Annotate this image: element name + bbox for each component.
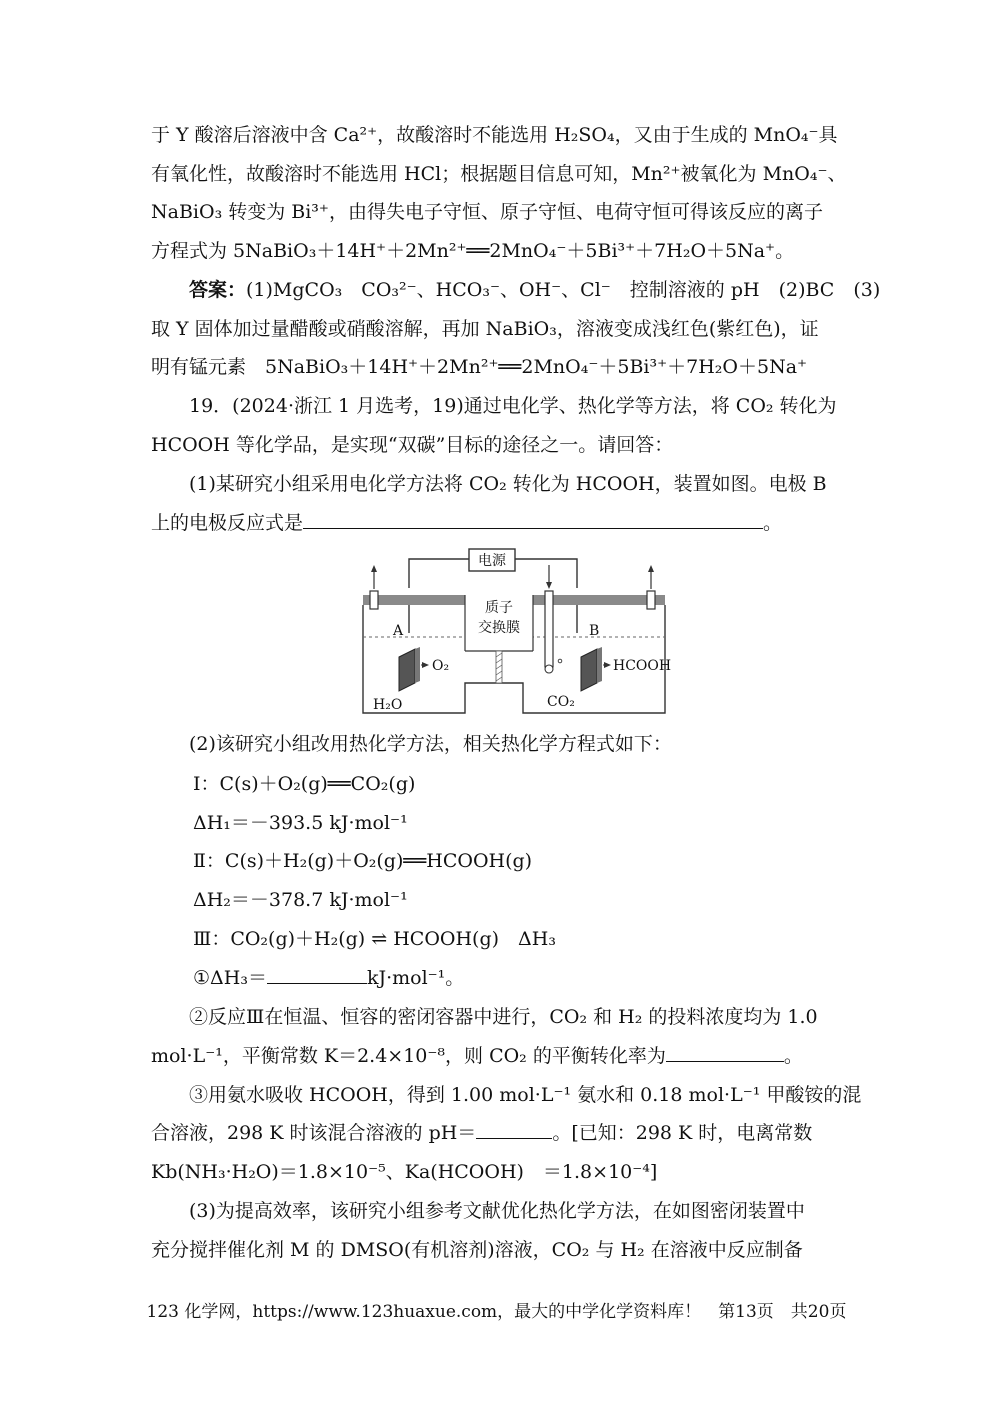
text-line: 方程式为 5NaBiO₃＋14H⁺＋2Mn²⁺══2MnO₄⁻＋5Bi³⁺＋7H₂O＋5Na⁺。 (151, 240, 795, 262)
hcooh-label: HCOOH (613, 658, 672, 674)
electrode-a (399, 649, 415, 691)
text-line: mol·L⁻¹，平衡常数 K＝2.4×10⁻⁸，则 CO₂ 的平衡转化率为 。 (151, 1045, 803, 1067)
punctuation: 。 (763, 512, 783, 534)
answer-label: 答案： (189, 279, 247, 301)
right-arrow-icon (604, 662, 611, 668)
right-arrow-icon (422, 662, 429, 668)
text-line: 有氧化性，故酸溶时不能选用 HCl；根据题目信息可知，Mn²⁺被氧化为 MnO₄⁻、 (151, 163, 847, 185)
enthalpy-2: ΔH₂＝－378.7 kJ·mol⁻¹ (193, 889, 408, 911)
membrane-label-2: 交换膜 (478, 620, 520, 636)
answer-blank[interactable] (476, 1120, 552, 1139)
question-19-line: 19．(2024·浙江 1 月选考，19)通过电化学、热化学等方法，将 CO₂ 转化为 (189, 395, 837, 417)
electrode-a-label: A (393, 623, 404, 639)
equation-3: Ⅲ：CO₂(g)＋H₂(g) ⇌ HCOOH(g) ΔH₃ (193, 928, 556, 950)
h2o-label: H₂O (373, 697, 403, 713)
answer-blank[interactable] (666, 1043, 784, 1062)
text-line: 明有锰元素 5NaBiO₃＋14H⁺＋2Mn²⁺══2MnO₄⁻＋5Bi³⁺＋7H₂O＋5Na⁺ (151, 356, 808, 378)
text-line: 于 Y 酸溶后溶液中含 Ca²⁺，故酸溶时不能选用 H₂SO₄，又由于生成的 MnO₄⁻具 (151, 124, 838, 146)
o2-label: O₂ (432, 658, 450, 674)
page-footer: 123 化学网，https://www.123huaxue.com，最大的中学化学资料库！ 第13页 共20页 (146, 1302, 847, 1322)
down-arrow-icon (546, 582, 552, 589)
co2-inlet-tube (545, 591, 553, 667)
question-3-1: ①ΔH₃＝ kJ·mol⁻¹。 (193, 967, 465, 989)
text-line: 充分搅拌催化剂 M 的 DMSO(有机溶剂)溶液，CO₂ 与 H₂ 在溶液中反应制备 (151, 1239, 803, 1261)
power-label: 电源 (478, 553, 506, 569)
electrode-b-label: B (589, 623, 600, 639)
text-line: 合溶液，298 K 时该混合溶液的 pH＝ 。[已知：298 K 时，电离常数 (151, 1122, 813, 1144)
electrolysis-diagram (355, 545, 675, 720)
text-line: Kb(NH₃·H₂O)＝1.8×10⁻⁵、Ka(HCOOH) ＝1.8×10⁻⁴] (151, 1161, 658, 1183)
text-line: ③用氨水吸收 HCOOH，得到 1.00 mol·L⁻¹ 氨水和 0.18 mol·L⁻¹ 甲酸铵的混 (189, 1084, 862, 1106)
co2-label: CO₂ (547, 694, 575, 710)
text-line: ②反应Ⅲ在恒温、恒容的密闭容器中进行，CO₂ 和 H₂ 的投料浓度均为 1.0 (189, 1006, 818, 1028)
enthalpy-1: ΔH₁＝－393.5 kJ·mol⁻¹ (193, 812, 408, 834)
question-text: 上的电极反应式是 (151, 512, 304, 534)
text-line: HCOOH 等化学品，是实现“双碳”目标的途径之一。请回答： (151, 434, 674, 456)
text-line (151, 510, 782, 536)
membrane-label-1: 质子 (485, 600, 513, 616)
equation-2: Ⅱ：C(s)＋H₂(g)＋O₂(g)══HCOOH(g) (193, 850, 533, 872)
electrode-b (581, 649, 597, 691)
text-line: (1)某研究小组采用电化学方法将 CO₂ 转化为 HCOOH，装置如图。电极 B (189, 473, 827, 495)
answer-text: (1)MgCO₃ CO₃²⁻、HCO₃⁻、OH⁻、Cl⁻ 控制溶液的 pH (2)BC (3) (246, 279, 881, 301)
answer-line (189, 277, 880, 303)
answer-blank[interactable] (303, 510, 763, 529)
equation-1: Ⅰ：C(s)＋O₂(g)══CO₂(g) (193, 773, 416, 795)
answer-blank[interactable] (267, 965, 367, 984)
up-arrow-icon (371, 565, 377, 572)
text-line: (3)为提高效率，该研究小组参考文献优化热化学方法，在如图密闭装置中 (189, 1200, 805, 1222)
up-arrow-icon (648, 565, 654, 572)
text-line: (2)该研究小组改用热化学方法，相关热化学方程式如下： (189, 733, 672, 755)
text-line: NaBiO₃ 转变为 Bi³⁺，由得失电子守恒、原子守恒、电荷守恒可得该反应的离子 (151, 201, 823, 223)
text-line: 取 Y 固体加过量醋酸或硝酸溶解，再加 NaBiO₃，溶液变成浅红色(紫红色)，证 (151, 318, 819, 340)
